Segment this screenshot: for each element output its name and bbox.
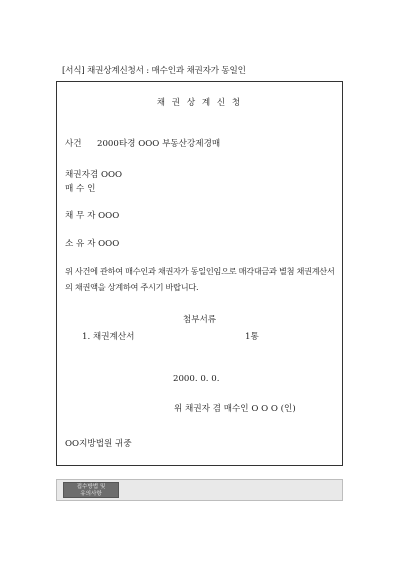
document-caption: [서식] 채권상계신청서 : 매수인과 채권자가 동일인 (62, 66, 246, 76)
case-value: 2000타경 OOO 부동산강제경매 (97, 139, 221, 149)
debtor-line: 채 무 자 OOO (65, 211, 120, 221)
guide-button-line2: 유의사항 (80, 490, 102, 497)
form-title: 채 권 상 계 신 청 (156, 98, 243, 108)
buyer-line: 매 수 인 (65, 184, 96, 194)
filing-guide-button[interactable] (63, 482, 119, 498)
attachments-title: 첨부서류 (182, 315, 217, 325)
application-form (56, 81, 343, 466)
case-label: 사건 (65, 139, 82, 149)
owner-line: 소 유 자 OOO (65, 239, 120, 249)
signature-line: 위 채권자 겸 매수인 O O O (인) (174, 404, 296, 414)
guide-button-line1: 접수방법 및 (76, 483, 106, 490)
creditor-line: 채권자겸 OOO (65, 170, 123, 180)
filing-date: 2000. 0. 0. (173, 374, 220, 384)
request-body: 위 사건에 관하여 매수인과 채권자가 동일인임으로 매각대금과 별첨 채권계산서의 채권액을 상계하여 주시기 바랍니다. (65, 266, 335, 292)
attachment-quantity: 1통 (245, 332, 259, 342)
attachment-item: 1. 채권계산서 (82, 332, 135, 342)
filing-guide-bar (56, 479, 343, 501)
court-addressee: OO지방법원 귀중 (65, 439, 132, 449)
